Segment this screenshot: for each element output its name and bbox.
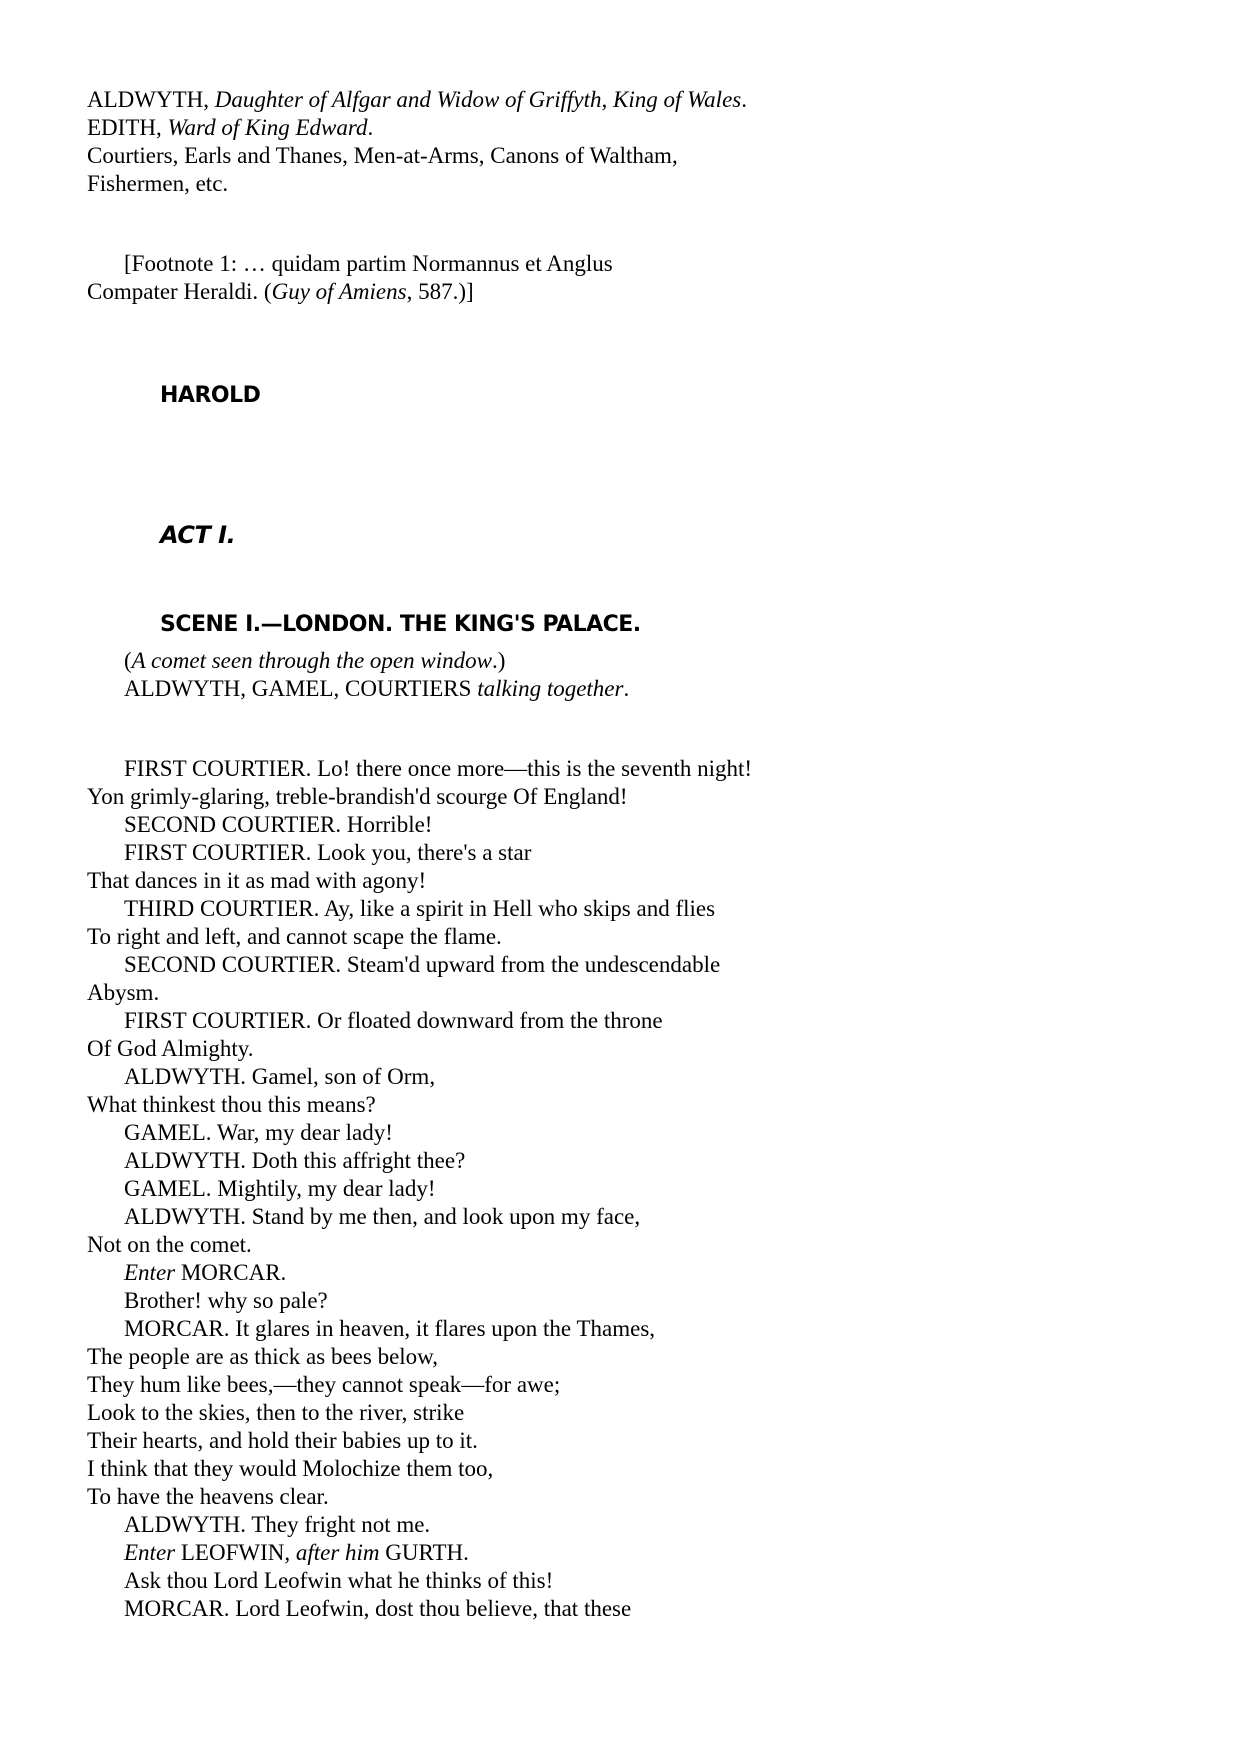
stage-direction-comet: (A comet seen through the open window.)	[124, 648, 506, 673]
dialogue-line: ALDWYTH. They fright not me.	[124, 1512, 431, 1537]
footnote: [Footnote 1: … quidam partim Normannus et Anglus	[124, 251, 613, 276]
dialogue-line: FIRST COURTIER. Lo! there once more—this is the seventh night!	[124, 756, 753, 781]
cast-others-cont: Fishermen, etc.	[87, 171, 229, 196]
dialogue-line: GAMEL. War, my dear lady!	[124, 1120, 393, 1145]
cast-others: Courtiers, Earls and Thanes, Men-at-Arms, Canons of Waltham,	[87, 143, 678, 168]
dialogue-line: ALDWYTH. Gamel, son of Orm,	[124, 1064, 436, 1089]
footnote-cont: Compater Heraldi. (Guy of Amiens, 587.)]	[87, 279, 474, 304]
dialogue-line: THIRD COURTIER. Ay, like a spirit in Hell who skips and flies	[124, 896, 716, 921]
dialogue-line: GAMEL. Mightily, my dear lady!	[124, 1176, 436, 1201]
dialogue-line: Abysm.	[87, 980, 160, 1005]
dialogue-line: Ask thou Lord Leofwin what he thinks of this!	[124, 1568, 554, 1593]
dialogue-line: To have the heavens clear.	[87, 1484, 329, 1509]
stage-direction-enter-leofwin: Enter LEOFWIN, after him GURTH.	[124, 1540, 469, 1565]
dialogue-line: SECOND COURTIER. Steam'd upward from the undescendable	[124, 952, 721, 977]
dialogue-line: They hum like bees,—they cannot speak—for awe;	[87, 1372, 561, 1397]
dialogue-line: I think that they would Molochize them too,	[87, 1456, 494, 1481]
play-title: HAROLD	[160, 383, 261, 408]
dialogue-line: Of God Almighty.	[87, 1036, 254, 1061]
dialogue-line: ALDWYTH. Stand by me then, and look upon my face,	[124, 1204, 641, 1229]
dialogue-line: FIRST COURTIER. Or floated downward from the throne	[124, 1008, 663, 1033]
stage-direction-talking: ALDWYTH, GAMEL, COURTIERS talking together.	[124, 676, 630, 701]
dialogue-line: Brother! why so pale?	[124, 1288, 328, 1313]
cast-edith: EDITH, Ward of King Edward.	[87, 115, 374, 140]
dialogue-line: Their hearts, and hold their babies up to it.	[87, 1428, 478, 1453]
dialogue-line: To right and left, and cannot scape the flame.	[87, 924, 502, 949]
dialogue-line: Not on the comet.	[87, 1232, 252, 1257]
stage-direction-enter-morcar: Enter MORCAR.	[124, 1260, 287, 1285]
dialogue-line: That dances in it as mad with agony!	[87, 868, 427, 893]
dialogue-line: What thinkest thou this means?	[87, 1092, 376, 1117]
dialogue-line: Yon grimly-glaring, treble-brandish'd scourge Of England!	[87, 784, 628, 809]
dialogue-line: MORCAR. It glares in heaven, it flares upon the Thames,	[124, 1316, 656, 1341]
scene-heading: SCENE I.—LONDON. THE KING'S PALACE.	[160, 612, 641, 637]
dialogue-line: MORCAR. Lord Leofwin, dost thou believe, that these	[124, 1596, 632, 1621]
dialogue-line: Look to the skies, then to the river, strike	[87, 1400, 465, 1425]
act-heading: ACT I.	[160, 521, 236, 549]
dialogue-line: ALDWYTH. Doth this affright thee?	[124, 1148, 466, 1173]
cast-aldwyth: ALDWYTH, Daughter of Alfgar and Widow of Griffyth, King of Wales.	[87, 87, 747, 112]
dialogue-line: FIRST COURTIER. Look you, there's a star	[124, 840, 532, 865]
dialogue-line: SECOND COURTIER. Horrible!	[124, 812, 433, 837]
dialogue-line: The people are as thick as bees below,	[87, 1344, 439, 1369]
